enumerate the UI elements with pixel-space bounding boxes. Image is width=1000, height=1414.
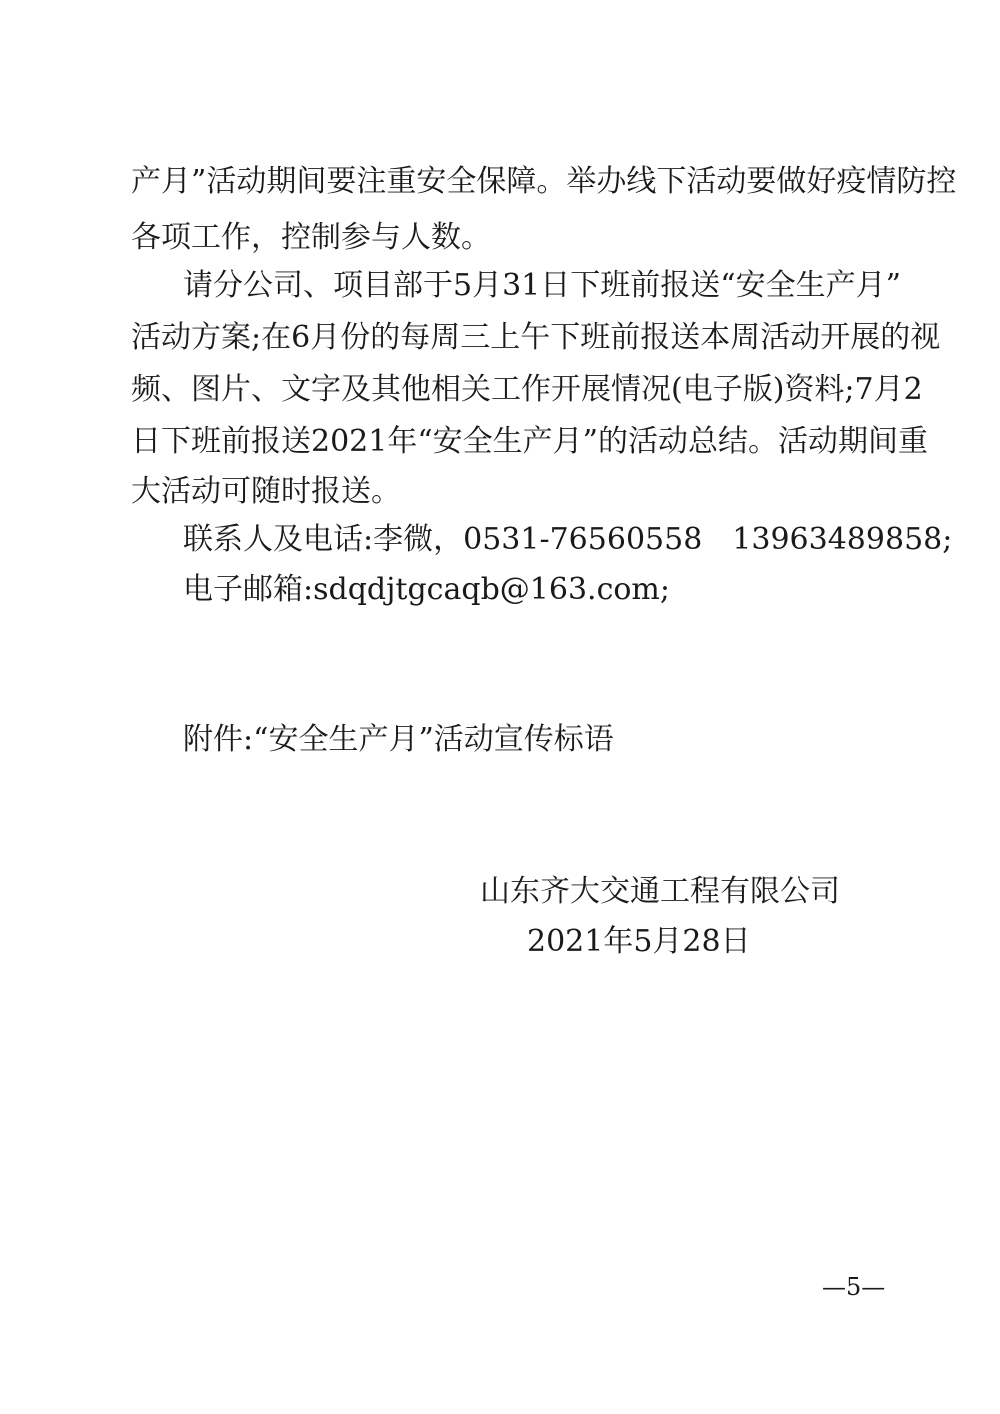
body-line-2: 各项工作，控制参与人数。: [131, 220, 491, 255]
page-number: —5—: [822, 1273, 886, 1301]
email-line: 电子邮箱:sdqdjtgcaqb@163.com;: [183, 572, 670, 607]
body-line-7: 大活动可随时报送。: [131, 474, 401, 509]
body-line-4: 活动方案;在6月份的每周三上午下班前报送本周活动开展的视: [131, 320, 941, 355]
contact-line: 联系人及电话:李微，0531-76560558 13963489858;: [183, 522, 953, 557]
attachment-line: 附件:“安全生产月”活动宣传标语: [183, 722, 614, 757]
body-line-5: 频、图片、文字及其他相关工作开展情况(电子版)资料;7月2: [131, 372, 923, 407]
body-line-3: 请分公司、项目部于5月31日下班前报送“安全生产月”: [183, 268, 901, 303]
signature-date: 2021年5月28日: [527, 924, 751, 959]
signature-company: 山东齐大交通工程有限公司: [480, 874, 840, 909]
body-line-6: 日下班前报送2021年“安全生产月”的活动总结。活动期间重: [131, 424, 929, 459]
body-line-1: 产月”活动期间要注重安全保障。举办线下活动要做好疫情防控: [131, 164, 957, 199]
